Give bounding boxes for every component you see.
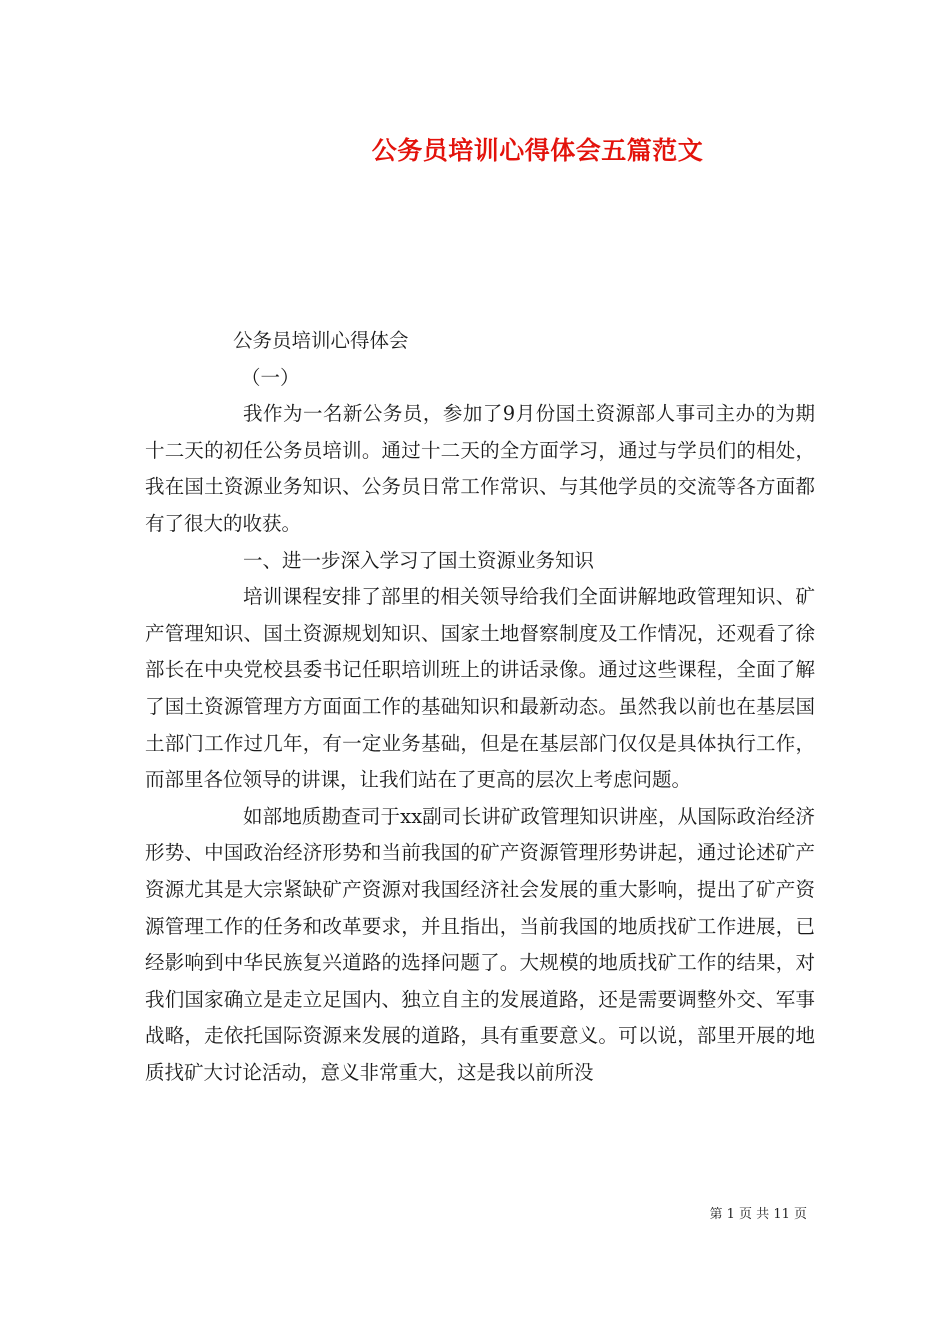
article-subtitle: 公务员培训心得体会 <box>233 329 409 352</box>
paragraph-intro: 我作为一名新公务员，参加了9月份国土资源部人事司主办的为期十二天的初任公务员培训。通过十二天的全方面学习，通过与学员们的相处，我在国土资源业务知识、公务员日常工作常识、与其他学员的交流等各方面都有了很大的收获。 <box>145 402 815 535</box>
document-title: 公务员培训心得体会五篇范文 <box>371 136 704 165</box>
paragraph-lecture: 如部地质勘查司于xx副司长讲矿政管理知识讲座，从国际政治经济形势、中国政治经济形势和当前我国的矿产资源管理形势讲起，通过论述矿产资源尤其是大宗紧缺矿产资源对我国经济社会发展的重大影响，提出了矿产资源管理工作的任务和改革要求，并且指出，当前我国的地质找矿工作进展，已经影响到中华民族复兴道路的选择问题了。大规模的地质找矿工作的结果，对我们国家确立是走立足国内、独立自主的发展道路，还是需要调整外交、军事战略，走依托国际资源来发展的道路，具有重要意义。可以说，部里开展的地质找矿大讨论活动，意义非常重大，这是我以前所没 <box>145 804 815 1084</box>
document-body <box>145 323 815 1091</box>
page-number: 第 1 页 共 11 页 <box>709 1207 807 1222</box>
section-heading: 一、进一步深入学习了国土资源业务知识 <box>243 548 595 572</box>
section-number: （一） <box>241 365 300 389</box>
paragraph-courses: 培训课程安排了部里的相关领导给我们全面讲解地政管理知识、矿产管理知识、国土资源规划知识、国家土地督察制度及工作情况，还观看了徐部长在中央党校县委书记任职培训班上的讲话录像。通过这些课程，全面了解了国土资源管理方方面面工作的基础知识和最新动态。虽然我以前也在基层国土部门工作过几年，有一定业务基础，但是在基层部门仅仅是具体执行工作，而部里各位领导的讲课，让我们站在了更高的层次上考虑问题。 <box>145 585 815 792</box>
